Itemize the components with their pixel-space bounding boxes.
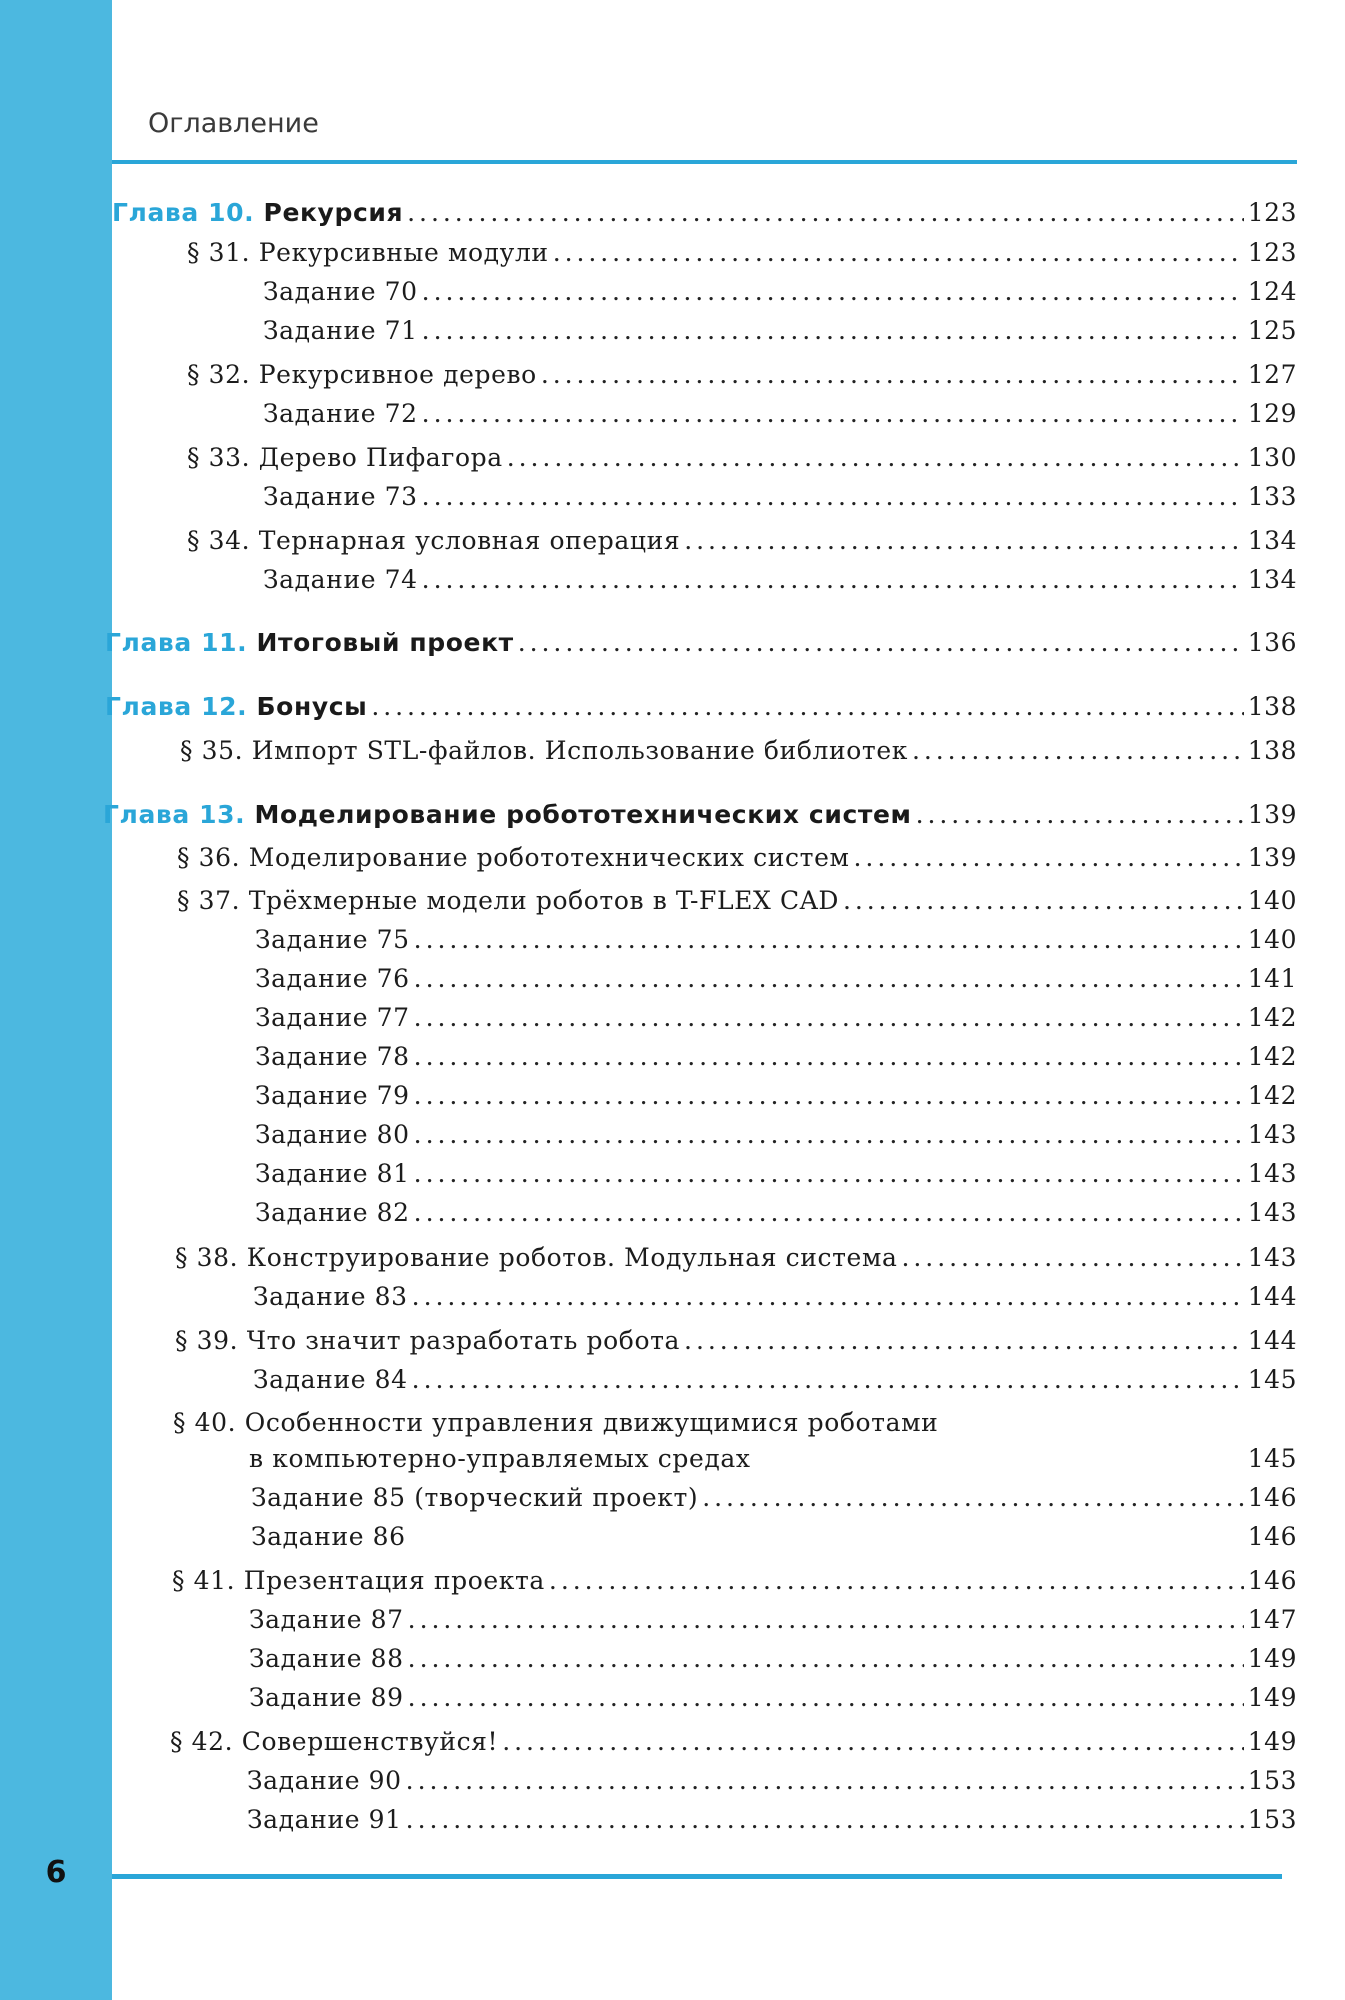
entry-label: Задание 88: [249, 1644, 404, 1673]
toc-paragraph-34[interactable]: [187, 526, 1297, 560]
page-ref: 149: [1247, 1727, 1297, 1756]
chapter-title: Итоговый проект: [256, 628, 514, 657]
dot-leader: [553, 238, 1244, 267]
dot-leader: [408, 1605, 1244, 1634]
toc-paragraph-42[interactable]: [170, 1727, 1297, 1761]
page-ref: 138: [1247, 692, 1297, 721]
page-ref: 146: [1247, 1483, 1297, 1512]
entry-label: Задание 82: [255, 1198, 410, 1227]
page-ref: 140: [1247, 886, 1297, 915]
page-ref: 143: [1247, 1198, 1297, 1227]
page-ref: 144: [1247, 1282, 1297, 1311]
entry-label: Задание 71: [263, 316, 418, 345]
page-ref: 138: [1247, 736, 1297, 765]
page-ref: 145: [1247, 1444, 1297, 1473]
page-ref: 153: [1247, 1766, 1297, 1795]
entry-label: Задание 79: [255, 1081, 410, 1110]
page-ref: 142: [1247, 1003, 1297, 1032]
entry-label: Задание 78: [255, 1042, 410, 1071]
toc-chapter-12[interactable]: [105, 692, 1297, 726]
entry-label: § 32. Рекурсивное дерево: [187, 360, 537, 389]
entry-label: § 33. Дерево Пифагора: [187, 443, 503, 472]
page-ref: 146: [1247, 1566, 1297, 1595]
dot-leader: [414, 925, 1244, 954]
page-ref: 123: [1247, 198, 1297, 227]
toc-task-78[interactable]: [255, 1042, 1297, 1076]
toc-task-77[interactable]: [255, 1003, 1297, 1037]
dot-leader: [518, 628, 1244, 657]
page-ref: 145: [1247, 1365, 1297, 1394]
toc-task-87[interactable]: [249, 1605, 1297, 1639]
toc-task-70[interactable]: [263, 277, 1297, 311]
page-ref: 124: [1247, 277, 1297, 306]
dot-leader: [422, 482, 1244, 511]
entry-label: Задание 86: [251, 1522, 406, 1551]
entry-label: Задание 85 (творческий проект): [251, 1483, 699, 1512]
dot-leader: [408, 1644, 1244, 1673]
page-title: Оглавление: [148, 108, 319, 139]
toc-paragraph-40-line1[interactable]: § 40. Особенности управления движущимися роботами: [173, 1408, 939, 1437]
dot-leader: [414, 1120, 1244, 1149]
chapter-number: Глава 10.: [112, 198, 255, 227]
page-ref: 143: [1247, 1159, 1297, 1188]
page-ref: 142: [1247, 1042, 1297, 1071]
toc-paragraph-40[interactable]: [249, 1444, 1297, 1478]
toc-task-89[interactable]: [249, 1683, 1297, 1717]
entry-label: Задание 87: [249, 1605, 404, 1634]
page-ref: 139: [1247, 800, 1297, 829]
toc-paragraph-36[interactable]: [177, 843, 1297, 877]
dot-leader: [414, 1003, 1244, 1032]
dot-leader: [422, 565, 1244, 594]
entry-label: Задание 70: [263, 277, 418, 306]
dot-leader: [422, 277, 1244, 306]
page-ref: 143: [1247, 1243, 1297, 1272]
entry-label: § 36. Моделирование робототехнических систем: [177, 843, 850, 872]
entry-label: § 37. Трёхмерные модели роботов в T-FLEX CAD: [177, 886, 839, 915]
toc-task-71[interactable]: [263, 316, 1297, 350]
toc-task-82[interactable]: [255, 1198, 1297, 1232]
page-ref: 140: [1247, 925, 1297, 954]
toc-task-84[interactable]: [253, 1365, 1297, 1399]
toc-task-88[interactable]: [249, 1644, 1297, 1678]
dot-leader: [684, 1326, 1244, 1355]
toc-chapter-10[interactable]: [112, 198, 1297, 232]
entry-label: § 38. Конструирование роботов. Модульная система: [175, 1243, 898, 1272]
entry-label: Задание 83: [253, 1282, 408, 1311]
entry-label: § 34. Тернарная условная операция: [187, 526, 681, 555]
entry-label: в компьютерно-управляемых средах: [249, 1444, 751, 1473]
footer-divider: [112, 1874, 1282, 1879]
entry-label: Задание 80: [255, 1120, 410, 1149]
dot-leader: [541, 360, 1244, 389]
toc-task-76[interactable]: [255, 964, 1297, 998]
entry-label: Задание 77: [255, 1003, 410, 1032]
toc-chapter-13[interactable]: [103, 800, 1297, 834]
dot-leader: [408, 1683, 1244, 1712]
dot-leader: [502, 1727, 1244, 1756]
dot-leader: [684, 526, 1244, 555]
page-ref: 139: [1247, 843, 1297, 872]
toc-task-90[interactable]: [247, 1766, 1297, 1800]
dot-leader: [406, 1805, 1244, 1834]
dot-leader: [406, 1766, 1244, 1795]
dot-leader: [854, 843, 1244, 872]
dot-leader: [414, 1081, 1244, 1110]
dot-leader: [902, 1243, 1244, 1272]
page-ref: 129: [1247, 399, 1297, 428]
toc-task-79[interactable]: [255, 1081, 1297, 1115]
page-ref: 153: [1247, 1805, 1297, 1834]
entry-label: Задание 72: [263, 399, 418, 428]
dot-leader: [414, 1159, 1244, 1188]
entry-label: Задание 91: [247, 1805, 402, 1834]
toc-paragraph-31[interactable]: [187, 238, 1297, 272]
toc-task-74[interactable]: [263, 565, 1297, 599]
toc-task-91[interactable]: [247, 1805, 1297, 1839]
toc-task-85[interactable]: [251, 1483, 1297, 1517]
dot-leader: [371, 692, 1243, 721]
entry-label: § 41. Презентация проекта: [172, 1566, 545, 1595]
toc-task-83[interactable]: [253, 1282, 1297, 1316]
page-number: 6: [45, 1854, 67, 1890]
toc-task-72[interactable]: [263, 399, 1297, 433]
entry-label: Задание 75: [255, 925, 410, 954]
page-ref: 130: [1247, 443, 1297, 472]
dot-leader: [912, 736, 1244, 765]
toc-task-86[interactable]: [251, 1522, 1297, 1556]
toc-paragraph-33[interactable]: [187, 443, 1297, 477]
toc-task-75[interactable]: [255, 925, 1297, 959]
entry-label: Задание 76: [255, 964, 410, 993]
toc-paragraph-37[interactable]: [177, 886, 1297, 920]
page-ref: 142: [1247, 1081, 1297, 1110]
entry-label: Задание 81: [255, 1159, 410, 1188]
entry-label: Задание 89: [249, 1683, 404, 1712]
page-ref: 147: [1247, 1605, 1297, 1634]
page-ref: 143: [1247, 1120, 1297, 1149]
entry-label: Задание 90: [247, 1766, 402, 1795]
toc-task-73[interactable]: [263, 482, 1297, 516]
toc-paragraph-41[interactable]: [172, 1566, 1297, 1600]
dot-leader: [414, 964, 1244, 993]
dot-leader: [702, 1483, 1244, 1512]
toc-task-81[interactable]: [255, 1159, 1297, 1193]
chapter-title: Бонусы: [256, 692, 368, 721]
page-ref: 123: [1247, 238, 1297, 267]
dot-leader: [407, 198, 1244, 227]
toc-chapter-11[interactable]: [105, 628, 1297, 662]
dot-leader: [916, 800, 1244, 829]
toc-paragraph-38[interactable]: [175, 1243, 1297, 1277]
dot-leader: [843, 886, 1244, 915]
entry-label: § 39. Что значит разработать робота: [175, 1326, 681, 1355]
dot-leader: [414, 1198, 1244, 1227]
dot-leader: [414, 1042, 1244, 1071]
page-ref: 144: [1247, 1326, 1297, 1355]
dot-leader: [412, 1282, 1244, 1311]
entry-label: § 31. Рекурсивные модули: [187, 238, 549, 267]
page-ref: 136: [1247, 628, 1297, 657]
page-ref: 141: [1247, 964, 1297, 993]
toc-paragraph-32[interactable]: [187, 360, 1297, 394]
chapter-number: Глава 11.: [105, 628, 248, 657]
dot-leader: [507, 443, 1244, 472]
page-ref: 133: [1247, 482, 1297, 511]
toc-task-80[interactable]: [255, 1120, 1297, 1154]
page-ref: 149: [1247, 1683, 1297, 1712]
dot-leader: [422, 399, 1244, 428]
entry-label: Задание 73: [263, 482, 418, 511]
chapter-title: Моделирование робототехнических систем: [254, 800, 912, 829]
chapter-title: Рекурсия: [263, 198, 404, 227]
chapter-number: Глава 12.: [105, 692, 248, 721]
chapter-number: Глава 13.: [103, 800, 246, 829]
page-ref: 125: [1247, 316, 1297, 345]
page-ref: 146: [1247, 1522, 1297, 1551]
toc-paragraph-35[interactable]: [180, 736, 1297, 770]
dot-leader: [422, 316, 1244, 345]
page-ref: 127: [1247, 360, 1297, 389]
page-ref: 149: [1247, 1644, 1297, 1673]
dot-leader: [549, 1566, 1244, 1595]
entry-label: Задание 74: [263, 565, 418, 594]
entry-label: § 42. Совершенствуйся!: [170, 1727, 499, 1756]
toc-paragraph-39[interactable]: [175, 1326, 1297, 1360]
entry-label: Задание 84: [253, 1365, 408, 1394]
page-ref: 134: [1247, 526, 1297, 555]
dot-leader: [412, 1365, 1244, 1394]
page-ref: 134: [1247, 565, 1297, 594]
entry-label: § 35. Импорт STL-файлов. Использование библиотек: [180, 736, 908, 765]
